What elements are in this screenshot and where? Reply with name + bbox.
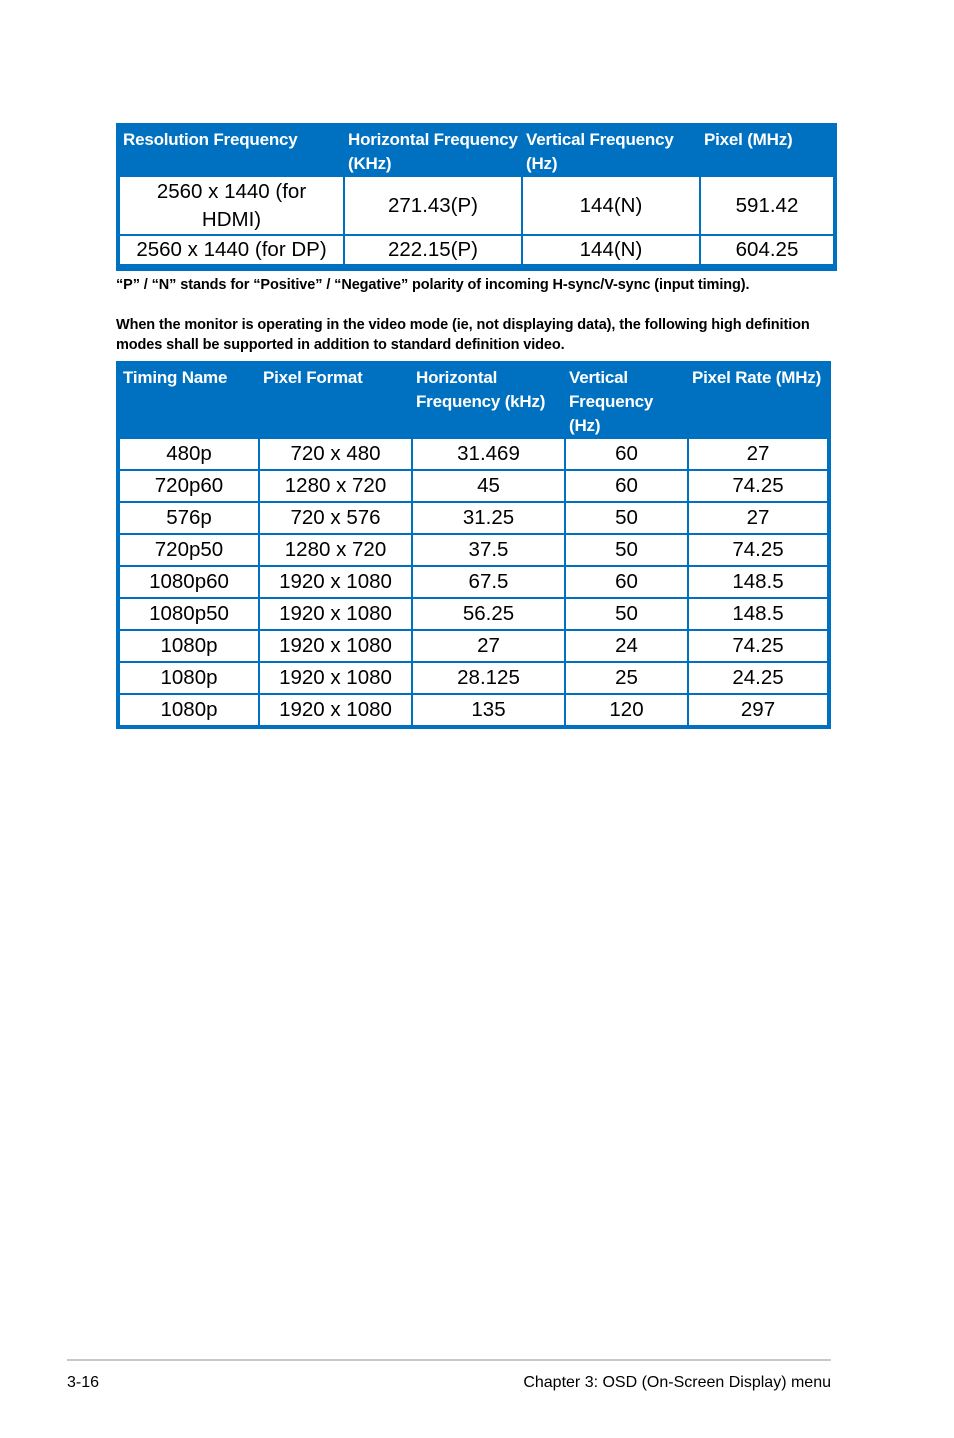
cell-pixel-rate: 297 (688, 694, 828, 726)
cell-horizontal-frequency: 45 (412, 470, 565, 502)
table-row (119, 235, 834, 265)
cell-pixel-rate: 74.25 (688, 630, 828, 662)
cell-pixel-format: 1920 x 1080 (259, 630, 412, 662)
cell-vertical-frequency: 60 (565, 470, 688, 502)
header-vertical-frequency: Vertical Frequency (Hz) (569, 368, 654, 435)
cell-horizontal-frequency: 31.469 (412, 438, 565, 470)
cell-pixel-format: 1920 x 1080 (259, 598, 412, 630)
cell-timing-name: 1080p (119, 630, 259, 662)
table-row (119, 662, 828, 694)
cell-timing-name: 576p (119, 502, 259, 534)
cell-pixel-rate: 74.25 (688, 470, 828, 502)
polarity-note: “P” / “N” stands for “Positive” / “Negative” polarity of incoming H-sync/V-sync (input timing). (116, 277, 750, 293)
cell-vertical-frequency: 50 (565, 598, 688, 630)
chapter-title: Chapter 3: OSD (On-Screen Display) menu (523, 1374, 831, 1391)
cell-vertical-frequency: 60 (565, 566, 688, 598)
cell-pixel: 591.42 (700, 176, 834, 235)
cell-vertical-frequency: 144(N) (522, 176, 700, 235)
header-pixel-format: Pixel Format (263, 368, 363, 387)
cell-pixel-format: 720 x 576 (259, 502, 412, 534)
header-horizontal-frequency: Horizontal Frequency (kHz) (416, 368, 546, 411)
cell-pixel-rate: 27 (688, 502, 828, 534)
cell-timing-name: 1080p (119, 662, 259, 694)
cell-vertical-frequency: 120 (565, 694, 688, 726)
table-row (119, 502, 828, 534)
header-pixel: Pixel (MHz) (704, 130, 793, 149)
header-vertical-frequency: Vertical Frequency (Hz) (526, 130, 674, 173)
cell-resolution: 2560 x 1440 (for DP) (119, 235, 344, 265)
cell-horizontal-frequency: 67.5 (412, 566, 565, 598)
cell-vertical-frequency: 25 (565, 662, 688, 694)
cell-horizontal-frequency: 271.43(P) (344, 176, 522, 235)
header-horizontal-frequency: Horizontal Frequency (KHz) (348, 130, 518, 173)
cell-vertical-frequency: 60 (565, 438, 688, 470)
cell-pixel-format: 1280 x 720 (259, 534, 412, 566)
cell-horizontal-frequency: 56.25 (412, 598, 565, 630)
cell-pixel-rate: 148.5 (688, 566, 828, 598)
table-row (119, 438, 828, 470)
cell-timing-name: 1080p60 (119, 566, 259, 598)
cell-pixel-format: 1920 x 1080 (259, 662, 412, 694)
page-number: 3-16 (67, 1374, 100, 1391)
table-row (119, 566, 828, 598)
cell-timing-name: 1080p (119, 694, 259, 726)
cell-pixel-format: 1920 x 1080 (259, 694, 412, 726)
cell-pixel-format: 720 x 480 (259, 438, 412, 470)
cell-vertical-frequency: 144(N) (522, 235, 700, 265)
footer-divider (67, 1359, 831, 1361)
table-row (119, 470, 828, 502)
cell-horizontal-frequency: 28.125 (412, 662, 565, 694)
cell-pixel: 604.25 (700, 235, 834, 265)
table-row (119, 598, 828, 630)
video-mode-note: When the monitor is operating in the video mode (ie, not displaying data), the following high definition modes shall be supported in addition to standard definition video. (116, 317, 810, 353)
cell-pixel-format: 1920 x 1080 (259, 566, 412, 598)
cell-pixel-format: 1280 x 720 (259, 470, 412, 502)
header-resolution-frequency: Resolution Frequency (123, 130, 298, 149)
cell-vertical-frequency: 50 (565, 502, 688, 534)
cell-resolution: 2560 x 1440 (for HDMI) (119, 176, 344, 235)
cell-pixel-rate: 148.5 (688, 598, 828, 630)
table-header-row (119, 364, 828, 438)
table-row (119, 534, 828, 566)
cell-pixel-rate: 24.25 (688, 662, 828, 694)
table-row (119, 694, 828, 726)
cell-timing-name: 720p50 (119, 534, 259, 566)
cell-timing-name: 1080p50 (119, 598, 259, 630)
cell-vertical-frequency: 24 (565, 630, 688, 662)
resolution-frequency-table (116, 123, 837, 271)
header-pixel-rate: Pixel Rate (MHz) (692, 368, 822, 387)
cell-pixel-rate: 74.25 (688, 534, 828, 566)
cell-horizontal-frequency: 27 (412, 630, 565, 662)
cell-horizontal-frequency: 135 (412, 694, 565, 726)
cell-horizontal-frequency: 31.25 (412, 502, 565, 534)
table-row (119, 630, 828, 662)
header-timing-name: Timing Name (123, 368, 228, 387)
video-timing-table (116, 361, 831, 729)
cell-timing-name: 480p (119, 438, 259, 470)
cell-timing-name: 720p60 (119, 470, 259, 502)
table-header-row (119, 126, 834, 176)
table-row (119, 176, 834, 235)
cell-vertical-frequency: 50 (565, 534, 688, 566)
cell-pixel-rate: 27 (688, 438, 828, 470)
cell-horizontal-frequency: 222.15(P) (344, 235, 522, 265)
cell-horizontal-frequency: 37.5 (412, 534, 565, 566)
